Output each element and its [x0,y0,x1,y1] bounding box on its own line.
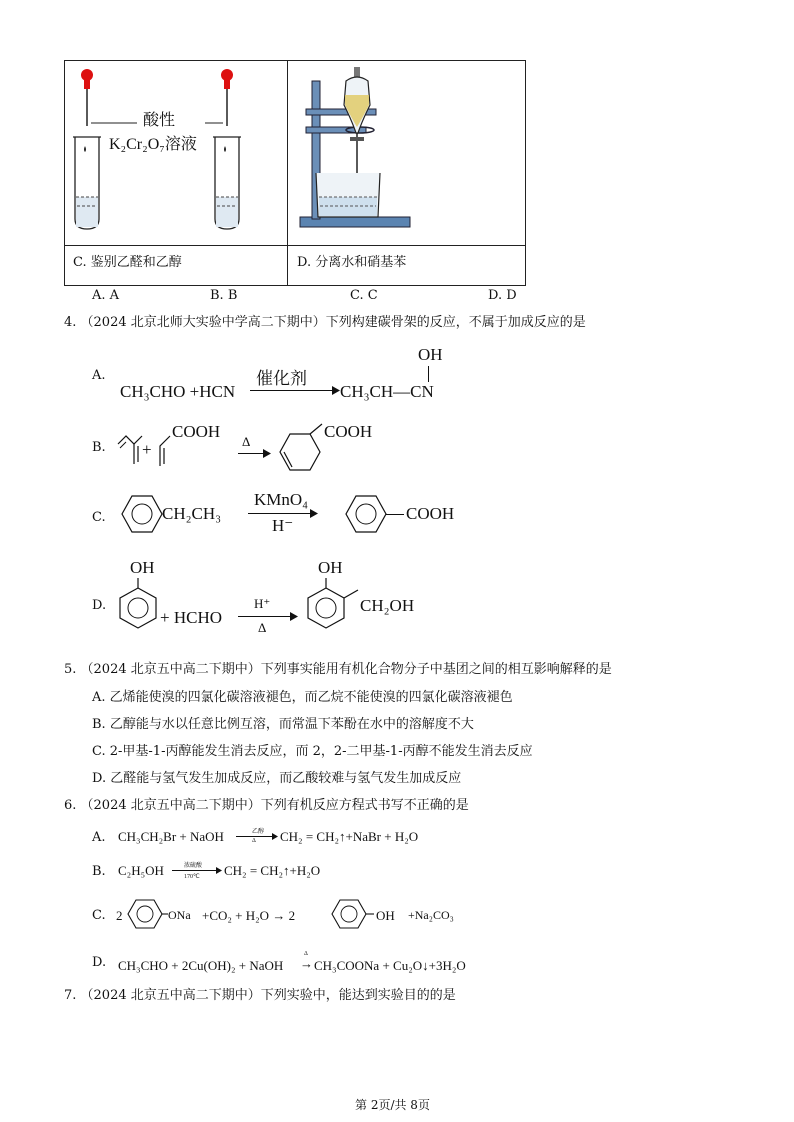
q6-b-rhs: CH₂ = CH₂↑+H₂O [224,863,321,878]
arrow-head-icon [216,867,222,874]
q4-c-label: C. [92,510,106,525]
q4-a-catalyst: 催化剂 [256,369,307,388]
caption-right: D. 分离水和硝基苯 [297,255,407,270]
arrow-head-icon [310,509,318,518]
benzene-ring-icon [118,494,166,538]
q6-a-label: A. [92,830,106,845]
table-divider-horizontal [65,245,525,246]
benzene-ring-icon [126,898,166,932]
q6-a-cond-bot: Δ [252,838,256,844]
q5-stem: 5. （2024 北京五中高二下期中）下列事实能用有机化合物分子中基团之间的相互影响解释的是 [64,662,612,677]
q4-b-plus: + [142,440,152,459]
q4-c-reagent: KMnO₄ [254,490,309,509]
q5-option-a: A. 乙烯能使溴的四氯化碳溶液褪色，而乙烷不能使溴的四氯化碳溶液褪色 [92,690,513,705]
q4-b-cooh1: COOH [172,422,221,441]
q6-c-ona: ONa [168,908,191,922]
benzene-ring-icon [330,898,370,932]
q4-c-bond [386,514,404,515]
q4-b-cooh2: COOH [324,422,373,441]
q4-d-sub: CH₂OH [360,596,415,615]
q4-a-product: CH₃CH—CN [340,382,434,401]
q4-c-reagent2: H⁻ [272,516,294,535]
q5-option-b: B. 乙醇能与水以任意比例互溶，而常温下苯酚在水中的溶解度不大 [92,717,474,732]
q6-c-label: C. [92,908,106,923]
q4-stem: 4. （2024 北京北师大实验中学高二下期中）下列构建碳骨架的反应，不属于加成反应的是 [64,315,586,330]
q7-stem: 7. （2024 北京五中高二下期中）下列实验中，能达到实验目的的是 [64,988,456,1003]
page-footer: 第 2页/共 8页 [355,1098,430,1112]
q6-c-mid: +CO₂ + H₂O → 2 [202,908,296,923]
q6-c-oh: OH [376,908,395,923]
hydroxybenzyl-structure [302,578,366,634]
arrow-head-icon [263,449,271,458]
q6-b-cond-bot: 170℃ [184,874,200,880]
q6-b-arrow [172,870,218,871]
q6-a-rhs: CH₂ = CH₂↑+NaBr + H₂O [280,829,419,844]
q6-d-cond: Δ [304,951,308,957]
q3-option-c: C. C [350,288,378,303]
q4-c-product: COOH [406,504,455,523]
q4-b-cond: Δ [242,434,251,449]
q6-d-arrow-glyph: → [300,956,313,971]
q4-d-label: D. [92,598,107,613]
q4-a-oh: OH [418,345,443,364]
q4-d-cat: H⁺ [254,596,271,611]
q6-c-coef: 2 [116,908,123,923]
q4-d-reagent: + HCHO [160,608,223,627]
q6-d-rhs: CH₃COONa + Cu₂O↓+3H₂O [314,958,466,973]
arrow-head-icon [272,833,278,840]
q3-option-a: A. A [92,288,120,303]
q6-d-label: D. [92,955,107,970]
q6-a-cond-top: 乙醇 [252,829,265,835]
q4-a-arrow [250,390,336,391]
q6-b-lhs: C₂H₅OH [118,863,164,878]
q6-d-eq: CH₃CHO + 2Cu(OH)₂ + NaOH [118,958,284,973]
q4-c-arrow [248,513,314,514]
q4-d-oh1: OH [130,558,155,577]
q6-stem: 6. （2024 北京五中高二下期中）下列有机反应方程式书写不正确的是 [64,798,469,813]
q4-d-oh2: OH [318,558,343,577]
q5-option-c: C. 2-甲基-1-丙醇能发生消去反应，而 2，2-二甲基-1-丙醇不能发生消去反应 [92,744,533,759]
q6-c-tail: +Na₂CO₃ [408,908,454,922]
q6-b-cond-top: 浓硫酸 [184,863,203,869]
benzene-ring-icon [342,494,390,538]
q6-a-arrow [236,836,274,837]
q4-a-label: A. [92,368,106,383]
q4-c-sub: CH₂CH₃ [162,504,222,523]
q3-option-b: B. B [210,288,238,303]
arrow-head-icon [332,386,340,395]
reagent-label-2: K₂Cr₂O₇溶液 [109,136,197,153]
reagent-label-1: 酸性 [143,112,176,129]
q4-b-label: B. [92,440,106,455]
q6-a-lhs: CH₃CH₂Br + NaOH [118,829,224,844]
q6-b-label: B. [92,864,106,879]
q4-d-cond: Δ [258,620,267,635]
q5-option-d: D. 乙醛能与氢气发生加成反应，而乙酸较难与氢气发生加成反应 [92,771,462,786]
cyclohexene-structure [272,430,326,478]
caption-left: C. 鉴别乙醛和乙醇 [73,255,182,270]
separatory-funnel-figure [288,61,525,245]
experiment-table [64,60,526,286]
q4-b-arrow [238,453,266,454]
arrow-head-icon [290,612,298,621]
q4-d-arrow [238,616,294,617]
q3-option-d: D. D [488,288,517,303]
q4-a-bond [428,366,429,382]
q4-a-reactant: CH₃CHO +HCN [120,382,236,401]
phenol-structure [114,578,164,634]
